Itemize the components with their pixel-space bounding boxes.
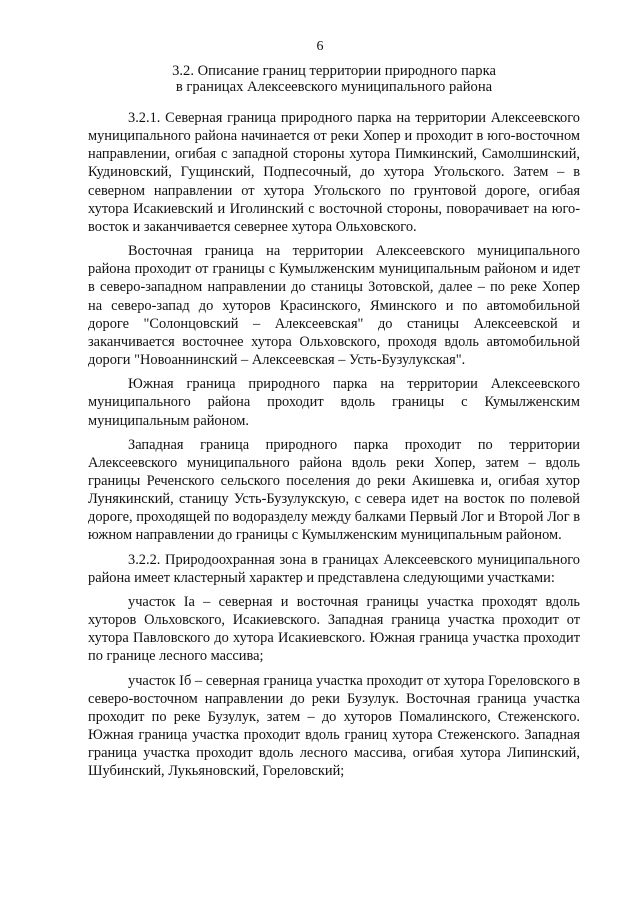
section-title-line-1: 3.2. Описание границ территории природного парка xyxy=(172,63,496,79)
paragraph-eastern-boundary: Восточная граница на территории Алексеевского муниципального района проходит от границы с Кумылженским муниципальным районом и идет в северо-западном направлении до станицы Зотовской, далее – по реке Хопер на северо-запад до хуторов Красинского, Яминского и по автомобильной дороге "Солонцовский – Алексеевская" до станицы Алексеевской и заканчивается восточнее хутора Ольховского, проходя вдоль автомобильной дороги "Новоаннинский – Алексеевская – Усть-Бузулукская". xyxy=(88,243,580,369)
section-title xyxy=(88,63,580,95)
paragraph-protection-zone: 3.2.2. Природоохранная зона в границах Алексеевского муниципального района имеет кластерный характер и представлена следующими участками: xyxy=(88,551,580,586)
section-title-line-2: в границах Алексеевского муниципального района xyxy=(175,79,493,95)
paragraph-plot-1b: участок Iб – северная граница участка проходит от хутора Гореловского в северо-восточном направлении до реки Бузулук. Восточная граница участка проходит по реке Бузулук, затем – до хуторов Помалинского, Стеженского. Южная граница участка проходит вдоль границ хутора Стеженского. Западная граница участка проходит вдоль лесного массива, огибая хутора Липинский, Шубинский, Лукьяновский, Гореловский; xyxy=(88,672,580,780)
document-body xyxy=(88,109,580,786)
page-number: 6 xyxy=(316,39,324,54)
paragraph-northern-boundary: 3.2.1. Северная граница природного парка на территории Алексеевского муниципального района начинается от реки Хопер и проходит в юго-восточном направлении, огибая с западной стороны хутора Пимкинский, Самолшинский, Кудиновский, Гущинский, Подпесочный, до хутора Угольского. Затем – в северном направлении от хутора Угольского по грунтовой дороге, огибая хутора Исакиевский и Иголинский с восточной стороны, поворачивает на юго-восток и заканчивается севернее хутора Ольховского. xyxy=(88,110,580,235)
paragraph-southern-boundary: Южная граница природного парка на территории Алексеевского муниципального района проходит вдоль границы с Кумылженским муниципальным районом. xyxy=(88,376,580,429)
paragraph-plot-1a: участок Iа – северная и восточная границы участка проходят вдоль хуторов Ольховского, Исакиевского. Западная граница участка проходит от хутора Павловского до хутора Исакиевского. Южная граница участка проходит по границе лесного массива; xyxy=(88,593,580,665)
paragraph-western-boundary: Западная граница природного парка проходит по территории Алексеевского муниципального района вдоль реки Хопер, затем – вдоль границы Реченского сельского поселения до реки Акишевка и, огибая хутор Лунякинский, станицу Усть-Бузулукскую, с севера идет на восток по полевой дороге, проходящей по водоразделу между балками Первый Лог и Второй Лог в южном направлении до границы с Кумылженским муниципальным районом. xyxy=(88,436,580,544)
